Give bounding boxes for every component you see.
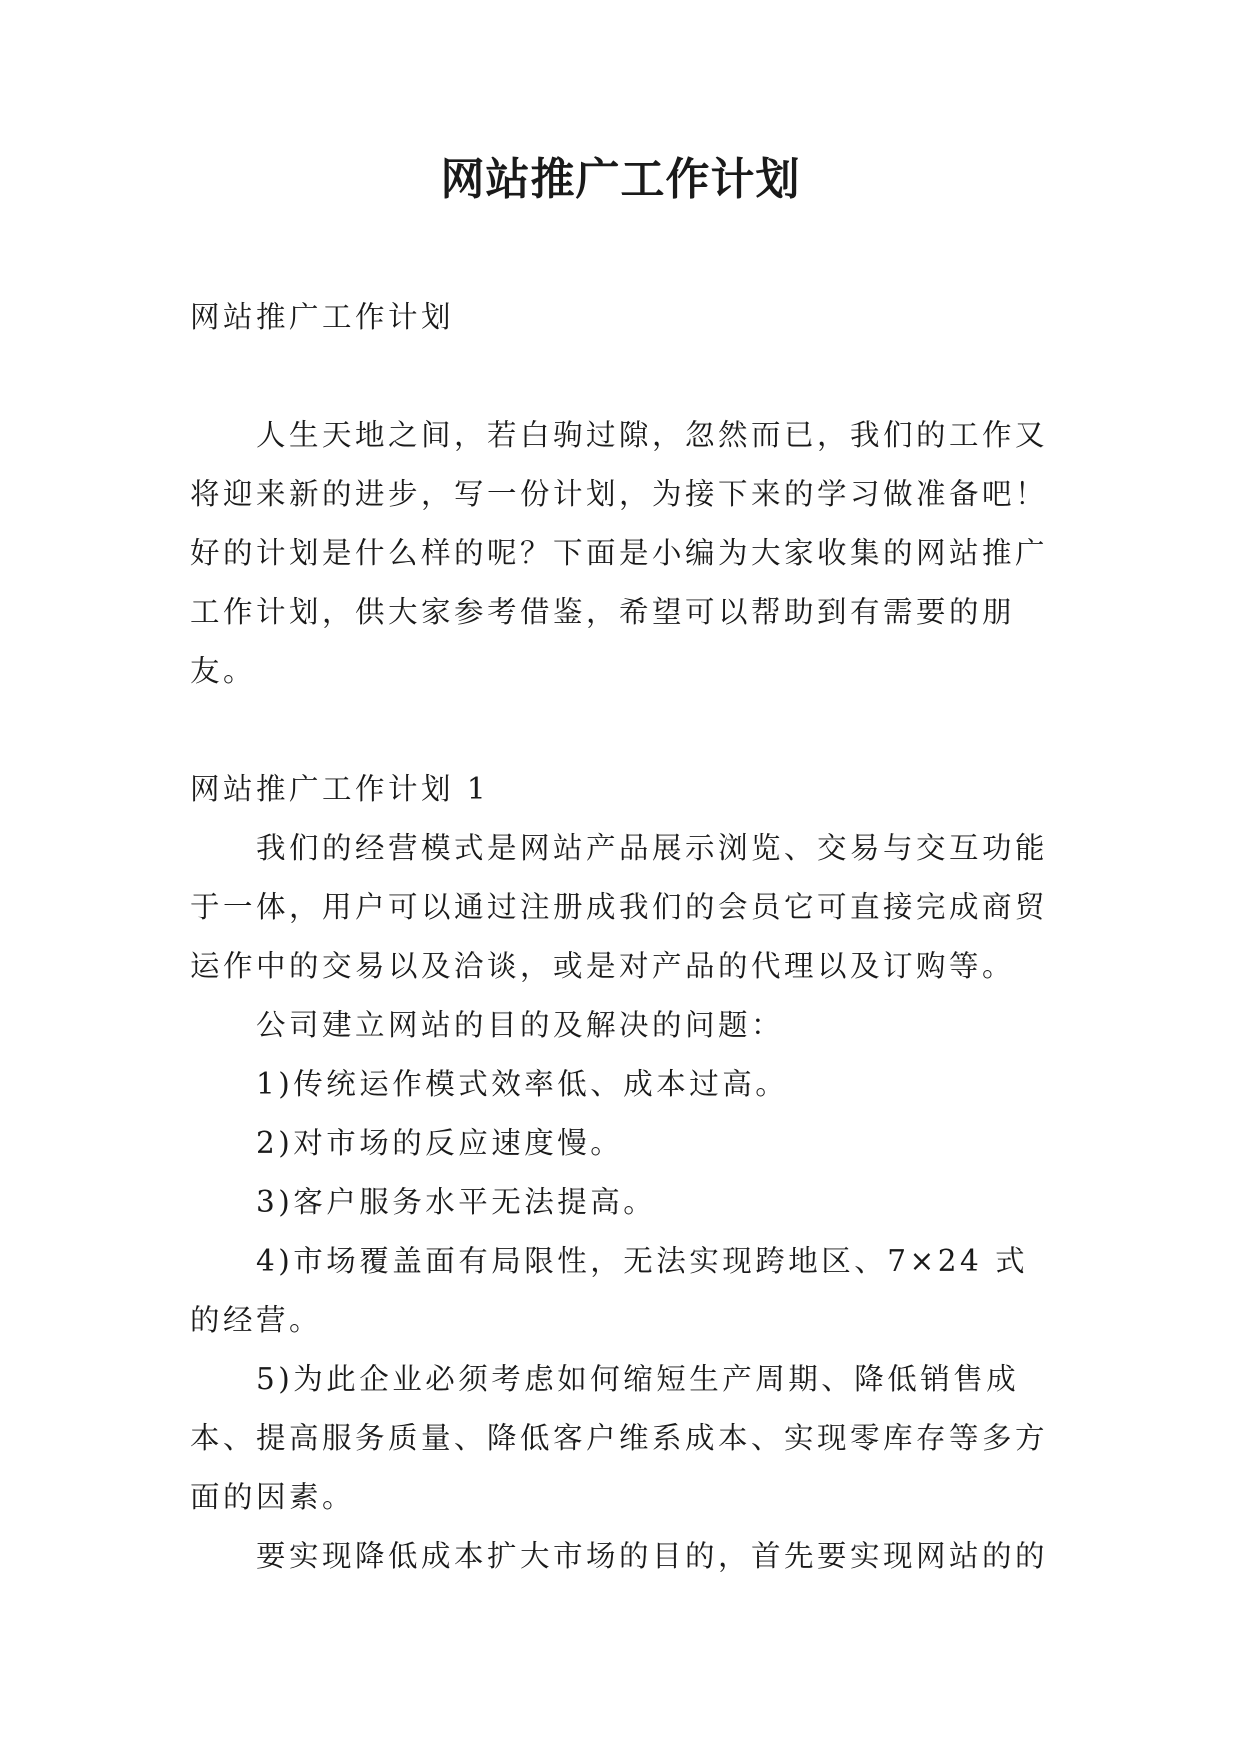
list-item: 4)市场覆盖面有局限性，无法实现跨地区、7×24 式的经营。	[190, 1244, 1029, 1337]
intro-paragraph: 人生天地之间，若白驹过隙，忽然而已，我们的工作又将迎来新的进步，写一份计划，为接下来的学习做准备吧！好的计划是什么样的呢？下面是小编为大家收集的网站推广工作计划，供大家参考借鉴，希望可以帮助到有需要的朋友。	[190, 418, 1049, 688]
body-paragraph: 要实现降低成本扩大市场的目的，首先要实现网站的的	[256, 1539, 1049, 1573]
section-heading-1: 网站推广工作计划 1	[190, 772, 490, 806]
document-subtitle: 网站推广工作计划	[190, 300, 455, 334]
body-paragraph: 公司建立网站的目的及解决的问题：	[256, 1008, 785, 1042]
list-item: 1)传统运作模式效率低、成本过高。	[256, 1067, 789, 1101]
document-title: 网站推广工作计划	[440, 154, 801, 205]
list-item: 5)为此企业必须考虑如何缩短生产周期、降低销售成本、提高服务质量、降低客户维系成本、实现零库存等多方面的因素。	[190, 1362, 1049, 1514]
list-item: 3)客户服务水平无法提高。	[256, 1185, 657, 1219]
list-item: 2)对市场的反应速度慢。	[256, 1126, 624, 1160]
document-body	[190, 288, 1060, 1586]
body-paragraph: 我们的经营模式是网站产品展示浏览、交易与交互功能于一体，用户可以通过注册成我们的会员它可直接完成商贸运作中的交易以及洽谈，或是对产品的代理以及订购等。	[190, 831, 1049, 983]
